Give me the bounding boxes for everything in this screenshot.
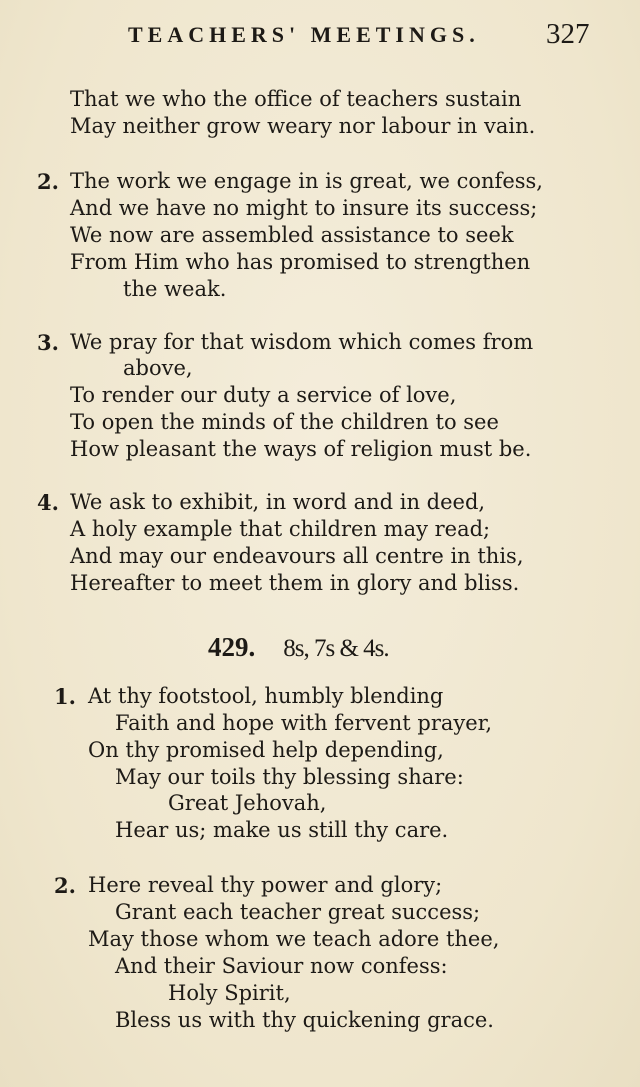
verse-line: Great Jehovah, xyxy=(168,791,327,815)
verse-line: To open the minds of the children to see xyxy=(70,410,499,434)
verse-line: And we have no might to insure its success; xyxy=(70,196,538,220)
verse-line: May our toils thy blessing share: xyxy=(115,765,464,789)
hymn-number: 429. xyxy=(208,632,256,662)
verse-line: May those whom we teach adore thee, xyxy=(88,927,500,951)
verse-line: above, xyxy=(123,356,193,380)
hymn-meter: 8s, 7s & 4s. xyxy=(283,635,389,662)
verse-line: And may our endeavours all centre in this, xyxy=(70,544,524,568)
verse-line: How pleasant the ways of religion must be. xyxy=(70,437,532,461)
verse-line: We ask to exhibit, in word and in deed, xyxy=(70,490,486,514)
verse-line: We now are assembled assistance to seek xyxy=(70,223,514,247)
verse-line: May neither grow weary nor labour in vain. xyxy=(70,114,536,138)
verse-line: Here reveal thy power and glory; xyxy=(88,873,443,897)
verse-line: Faith and hope with fervent prayer, xyxy=(115,711,493,735)
verse-line: Bless us with thy quickening grace. xyxy=(115,1008,494,1032)
verse-number: 2. xyxy=(54,873,76,898)
verse-line: Hereafter to meet them in glory and bliss. xyxy=(70,571,520,595)
verse-line: That we who the office of teachers sustain xyxy=(70,87,522,111)
verse-line: the weak. xyxy=(123,277,227,301)
verse-line: Hear us; make us still thy care. xyxy=(115,818,449,842)
verse-line: On thy promised help depending, xyxy=(88,738,444,762)
verse-line: We pray for that wisdom which comes from xyxy=(70,330,534,354)
verse-line: And their Saviour now confess: xyxy=(115,954,448,978)
verse-number: 3. xyxy=(37,330,59,355)
verse-line: A holy example that children may read; xyxy=(70,517,491,541)
verse-number: 4. xyxy=(37,490,59,515)
verse-line: To render our duty a service of love, xyxy=(70,383,457,407)
page-number: 327 xyxy=(546,18,590,50)
hymn-heading xyxy=(208,632,389,663)
verse-number: 1. xyxy=(54,684,76,709)
verse-number: 2. xyxy=(37,169,59,194)
running-header-title: TEACHERS' MEETINGS. xyxy=(128,22,480,47)
verse-line: From Him who has promised to strengthen xyxy=(70,250,531,274)
verse-line: Holy Spirit, xyxy=(168,981,291,1005)
verse-line: The work we engage in is great, we confess, xyxy=(70,169,543,193)
verse-line: Grant each teacher great success; xyxy=(115,900,481,924)
verse-line: At thy footstool, humbly blending xyxy=(88,684,444,708)
